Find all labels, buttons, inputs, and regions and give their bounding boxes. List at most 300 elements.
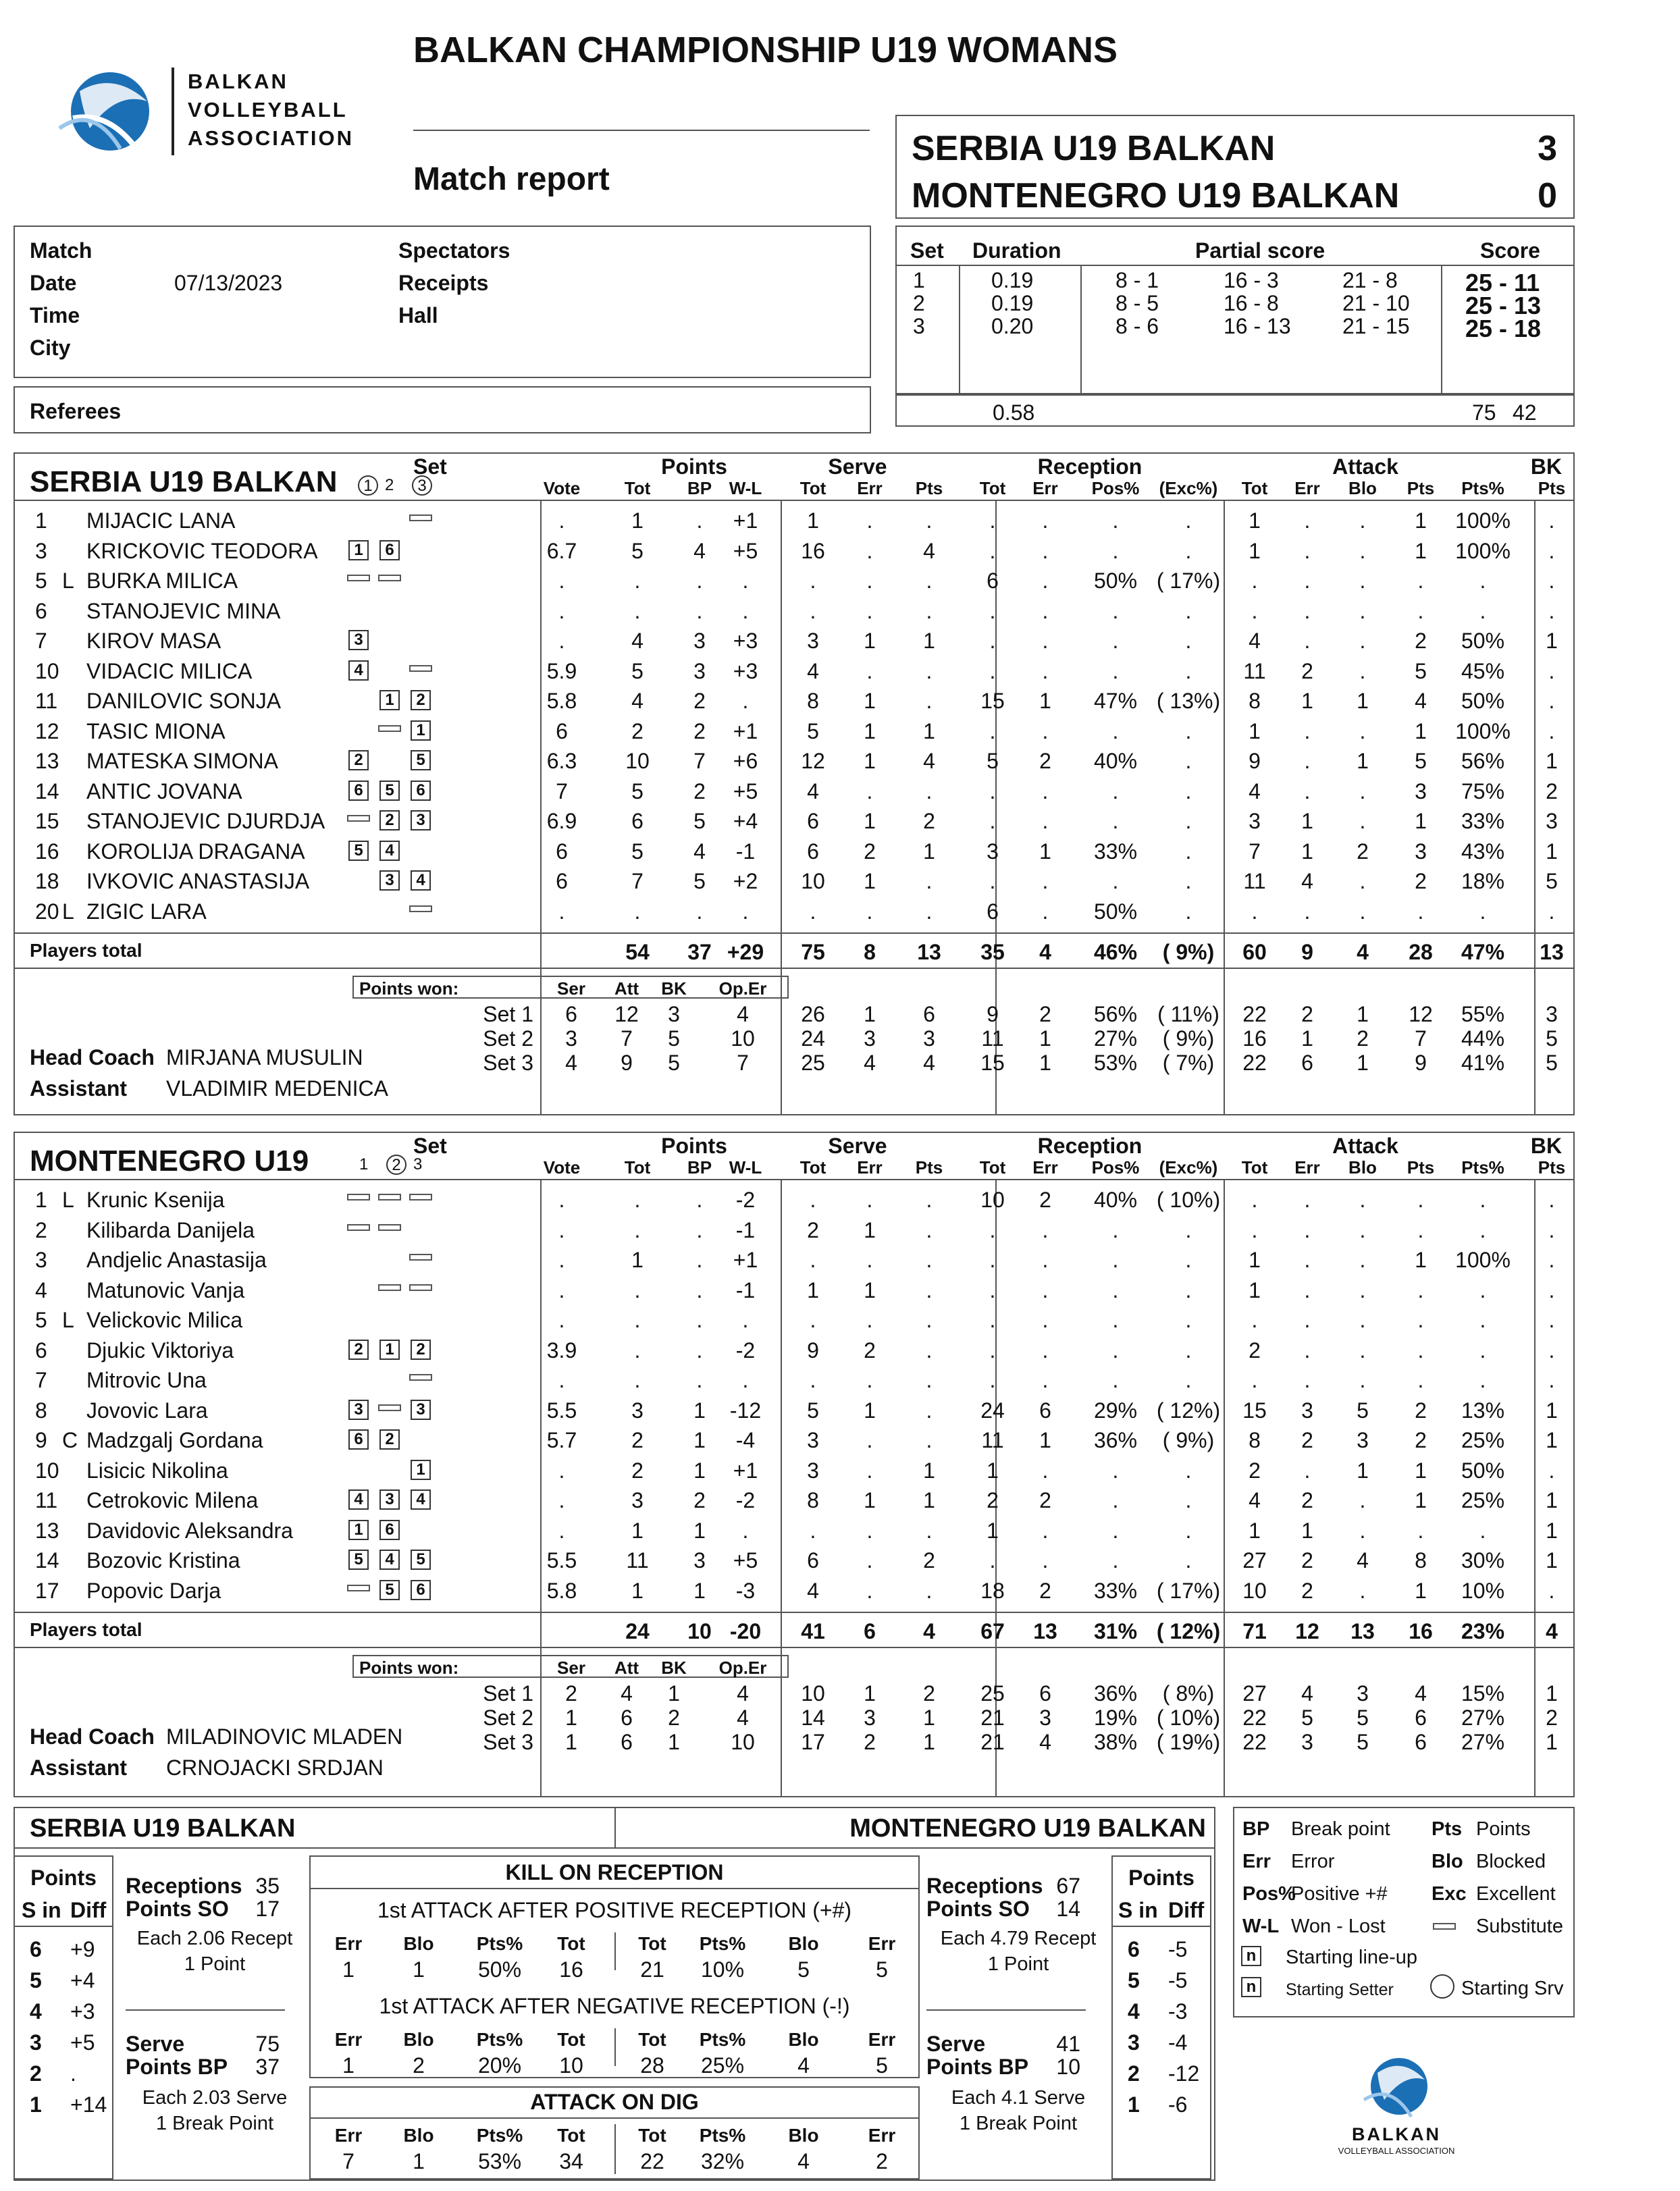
set-stat-cell: 56% [1093, 1002, 1138, 1026]
stat-cell: 3 [1415, 839, 1427, 864]
lineup-position: 2 [411, 1340, 431, 1360]
stat-cell: . [1185, 1488, 1192, 1512]
kill-column-header: Pts% [699, 2125, 746, 2146]
stat-cell: . [1112, 538, 1119, 563]
points-won-cell: 4 [737, 1706, 749, 1730]
set-stat-cell: 1 [864, 1681, 876, 1706]
stat-cell: . [810, 1518, 816, 1543]
set-stat-cell: 17 [801, 1730, 825, 1754]
set-stat-cell: ( 7%) [1162, 1051, 1215, 1075]
stat-cell: 1 [807, 508, 819, 533]
stat-cell: . [696, 1368, 703, 1392]
total-cell: 10 [687, 1619, 712, 1643]
stat-cell: . [926, 569, 933, 593]
stat-cell: . [1479, 1368, 1486, 1392]
stat-cell: . [926, 1518, 933, 1543]
total-cell: 75 [801, 940, 825, 964]
stat-cell: 3 [987, 839, 999, 864]
partial-score-8: 8 - 5 [1115, 291, 1159, 315]
total-cell: 13 [1540, 940, 1564, 964]
stat-cell: . [742, 598, 749, 623]
player-name: ZIGIC LARA [86, 899, 207, 924]
stat-cell: 2 [1249, 1458, 1261, 1483]
stat-cell: . [1112, 1277, 1119, 1302]
players-total-label: Players total [30, 940, 142, 961]
set-score: 25 - 13 [1465, 292, 1542, 319]
stat-cell: . [1112, 598, 1119, 623]
stat-cell: . [1304, 1217, 1311, 1242]
stat-cell: 1 [923, 1458, 935, 1483]
points-won-cell: 10 [731, 1730, 755, 1754]
player-number: 3 [35, 1248, 47, 1272]
total-cell: 12 [1295, 1619, 1319, 1643]
stat-cell: ( 17%) [1156, 569, 1221, 593]
substitute-icon [409, 1254, 432, 1261]
set-stat-cell: 4 [1415, 1681, 1427, 1706]
total-cell: 67 [980, 1619, 1005, 1643]
team-b-so-label: Points SO [926, 1897, 1030, 1921]
player-number: 16 [35, 839, 59, 864]
starting-serve-label: Starting Srv [1461, 1978, 1564, 1999]
stat-cell: . [1548, 899, 1555, 924]
stat-cell: . [1112, 1217, 1119, 1242]
player-name: KOROLIJA DRAGANA [86, 839, 305, 864]
player-number: 1 [35, 1188, 47, 1212]
kill-column-header: Blo [403, 1933, 434, 1954]
referees-label: Referees [30, 399, 122, 423]
stat-cell: . [1548, 1578, 1555, 1603]
stat-cell: 45% [1461, 658, 1505, 683]
stat-cell: 2 [864, 1338, 876, 1363]
set-stat-cell: 1 [923, 1706, 935, 1730]
stat-cell: 8 [807, 1488, 819, 1512]
substitute-icon [347, 1585, 370, 1591]
assistant-label: Assistant [30, 1756, 128, 1780]
stat-cell: . [866, 1578, 873, 1603]
stat-cell: . [558, 1518, 565, 1543]
stat-cell: . [1359, 778, 1366, 803]
stat-cell: 1 [1249, 1518, 1261, 1543]
rotation-diff: -5 [1168, 1937, 1188, 1961]
set-row-label: Set 1 [483, 1681, 533, 1706]
team-b-each-rec2: 1 Point [987, 1953, 1049, 1975]
stat-cell: 1 [1039, 689, 1051, 713]
stat-cell: . [1548, 1188, 1555, 1212]
stat-cell: . [1304, 718, 1311, 743]
player-number: 4 [35, 1277, 47, 1302]
stat-cell: 6 [987, 569, 999, 593]
stat-cell: 1 [631, 1578, 644, 1603]
stat-cell: 1 [987, 1458, 999, 1483]
set-row-label: Set 2 [483, 1026, 533, 1051]
stat-cell: 6 [1039, 1398, 1051, 1423]
stat-cell: 5.9 [546, 658, 577, 683]
total-cell: ( 9%) [1162, 940, 1215, 964]
set-stat-cell: ( 19%) [1156, 1730, 1221, 1754]
stat-cell: 6.9 [546, 809, 577, 833]
player-role: L [62, 1308, 74, 1332]
legend-value: Excellent [1476, 1883, 1556, 1905]
player-number: 11 [35, 689, 58, 713]
stat-cell: . [810, 1188, 816, 1212]
kill-column-header: Tot [557, 2125, 585, 2146]
stat-cell: 5 [1546, 869, 1558, 893]
total-cell: ( 12%) [1156, 1619, 1221, 1643]
rotation-number: 4 [1128, 1999, 1140, 2024]
stat-cell: . [1479, 899, 1486, 924]
set-stat-cell: 1 [1357, 1051, 1369, 1075]
lineup-position: 2 [379, 1429, 400, 1450]
stat-cell: 6 [807, 809, 819, 833]
stat-cell: 1 [1301, 689, 1313, 713]
set-row-label: Set 3 [483, 1730, 533, 1754]
stat-cell: 16 [801, 538, 825, 563]
stat-cell: . [866, 1458, 873, 1483]
stat-cell: . [696, 899, 703, 924]
points-won-label: Points won: [359, 1658, 459, 1678]
stat-cell: . [989, 629, 996, 653]
set-stat-cell: 7 [1415, 1026, 1427, 1051]
time-label: Time [30, 303, 80, 327]
set-stat-cell: 1 [1546, 1730, 1558, 1754]
total-cell: 4 [1546, 1619, 1558, 1643]
lineup-position: 2 [379, 810, 400, 830]
set-stat-cell: 6 [1039, 1681, 1051, 1706]
kill-value: 10 [559, 2053, 583, 2078]
points-won-column: Att [614, 978, 639, 999]
stat-cell: . [1042, 1368, 1049, 1392]
stat-cell: 6 [807, 839, 819, 864]
stat-cell: 1 [1546, 1488, 1558, 1512]
stat-cell: +2 [733, 869, 758, 893]
stat-cell: . [926, 1277, 933, 1302]
stat-cell: . [989, 1338, 996, 1363]
rotation-number: 1 [30, 2092, 42, 2117]
lineup-position: 1 [348, 540, 369, 560]
stat-cell: 1 [693, 1458, 706, 1483]
rotation-number: 6 [1128, 1937, 1140, 1961]
stat-cell: . [989, 538, 996, 563]
stat-cell: 50% [1093, 899, 1138, 924]
stat-cell: . [1548, 1248, 1555, 1272]
stat-cell: . [1112, 778, 1119, 803]
stat-cell: 2 [1415, 1398, 1427, 1423]
legend-key: Err [1242, 1851, 1271, 1872]
stat-cell: . [696, 1277, 703, 1302]
stat-cell: . [1359, 1308, 1366, 1332]
stat-cell: . [1185, 629, 1192, 653]
stat-cell: . [1548, 718, 1555, 743]
rotation-number: 3 [1128, 2030, 1140, 2055]
set-stat-cell: 22 [1242, 1002, 1267, 1026]
stat-cell: 4 [807, 1578, 819, 1603]
kill-title: KILL ON RECEPTION [505, 1860, 724, 1884]
kill-value: 5 [876, 1957, 888, 1982]
stat-cell: +5 [733, 778, 758, 803]
stat-cell: 5 [631, 538, 644, 563]
column-header: (Exc%) [1159, 1157, 1218, 1178]
stat-cell: . [1359, 1368, 1366, 1392]
partial-score-21: 21 - 8 [1342, 268, 1398, 292]
stat-cell: 33% [1093, 839, 1138, 864]
stat-cell: . [1251, 1308, 1258, 1332]
stat-cell: 6 [807, 1548, 819, 1573]
substitute-icon [1433, 1923, 1456, 1930]
stat-cell: 1 [864, 689, 876, 713]
player-number: 7 [35, 629, 47, 653]
stat-cell: 1 [1039, 1428, 1051, 1452]
column-header: Tot [624, 478, 651, 498]
stat-cell: . [634, 1338, 641, 1363]
set-stat-cell: 24 [801, 1026, 825, 1051]
stat-cell: 2 [807, 1217, 819, 1242]
stat-cell: . [558, 1368, 565, 1392]
stat-cell: . [558, 1277, 565, 1302]
stat-cell: 5 [631, 839, 644, 864]
stat-cell: . [1112, 1518, 1119, 1543]
stat-cell: . [1042, 508, 1049, 533]
stat-cell: 2 [1415, 1428, 1427, 1452]
team-a-each-rec2: 1 Point [184, 1953, 246, 1975]
stat-cell: 100% [1455, 718, 1511, 743]
stat-cell: 13% [1461, 1398, 1505, 1423]
column-header: Pts [915, 478, 943, 498]
set-stat-cell: 1 [1039, 1051, 1051, 1075]
player-name: Jovovic Lara [86, 1398, 208, 1423]
kill-value: 1 [342, 1957, 355, 1982]
partial-col-header: Partial score [1195, 238, 1325, 263]
substitute-icon [378, 575, 401, 581]
stat-cell: . [1304, 1277, 1311, 1302]
points-won-column: Op.Er [718, 1658, 767, 1678]
stat-cell: 1 [1415, 1488, 1427, 1512]
stat-cell: 5 [807, 718, 819, 743]
lineup-position: 4 [411, 1489, 431, 1510]
stat-cell: . [1185, 508, 1192, 533]
stat-cell: . [1042, 1277, 1049, 1302]
team-b-diff-label: Diff [1168, 1898, 1205, 1922]
stat-cell: 3 [631, 1488, 644, 1512]
stat-cell: . [1304, 899, 1311, 924]
team-b-sets: 0 [1538, 176, 1557, 215]
stat-cell: 4 [923, 538, 935, 563]
player-name: MIJACIC LANA [86, 508, 236, 533]
stat-cell: . [1479, 1188, 1486, 1212]
points-won-cell: 1 [565, 1706, 577, 1730]
stat-cell: 5.7 [546, 1428, 577, 1452]
column-header: Pts [1538, 478, 1566, 498]
kill-column-header: Err [334, 2029, 363, 2050]
total-cell: 35 [980, 940, 1005, 964]
stat-cell: . [1417, 1277, 1424, 1302]
stat-cell: . [989, 1308, 996, 1332]
stat-cell: . [1417, 1308, 1424, 1332]
stat-cell: . [1185, 1368, 1192, 1392]
stat-cell: 1 [923, 718, 935, 743]
legend-key: Blo [1432, 1851, 1463, 1872]
set-stat-cell: 9 [987, 1002, 999, 1026]
stat-cell: ( 10%) [1156, 1188, 1221, 1212]
stat-cell: . [1304, 1308, 1311, 1332]
stat-cell: -1 [735, 1277, 756, 1302]
stat-cell: . [1042, 569, 1049, 593]
stat-cell: . [634, 1188, 641, 1212]
team-a-points-title: Points [30, 1866, 97, 1890]
stat-cell: 2 [1249, 1338, 1261, 1363]
set-stat-cell: 2 [1546, 1706, 1558, 1730]
stat-cell: +5 [733, 538, 758, 563]
player-name: VIDACIC MILICA [86, 658, 253, 683]
substitute-icon [347, 575, 370, 581]
rotation-diff: +5 [70, 2030, 95, 2055]
substitute-icon [378, 725, 401, 732]
total-cell: 9 [1301, 940, 1313, 964]
kill-value: 1 [413, 1957, 425, 1982]
total-cell: 71 [1242, 1619, 1267, 1643]
stat-cell: 15 [1242, 1398, 1267, 1423]
stat-cell: . [634, 569, 641, 593]
set-header: Set [413, 454, 447, 479]
set-stat-cell: 15 [980, 1051, 1005, 1075]
lineup-position: 1 [379, 690, 400, 710]
team-a-each-serve2: 1 Break Point [155, 2113, 274, 2134]
stat-cell: . [696, 1308, 703, 1332]
stat-cell: . [1359, 1578, 1366, 1603]
stat-cell: 50% [1461, 629, 1505, 653]
points-won-cell: 2 [565, 1681, 577, 1706]
kill-value: 34 [559, 2149, 583, 2173]
stat-cell: 8 [807, 689, 819, 713]
footer-logo [1357, 2053, 1438, 2120]
stat-cell: 1 [1039, 839, 1051, 864]
kill-column-header: Blo [788, 1933, 819, 1954]
attack-group-header: Attack [1332, 1134, 1398, 1158]
stat-cell: . [1112, 809, 1119, 833]
lineup-position: 3 [379, 870, 400, 891]
summary-team-b: MONTENEGRO U19 BALKAN [849, 1814, 1206, 1843]
set-stat-cell: 4 [1301, 1681, 1313, 1706]
stat-cell: 5 [807, 1398, 819, 1423]
kill-value: 20% [477, 2053, 522, 2078]
stat-cell: 29% [1093, 1398, 1138, 1423]
stat-cell: 5.8 [546, 1578, 577, 1603]
stat-cell: . [558, 629, 565, 653]
stat-cell: . [1185, 1338, 1192, 1363]
stat-cell: . [1359, 1338, 1366, 1363]
lineup-position: 1 [411, 720, 431, 741]
stat-cell: 1 [1357, 1458, 1369, 1483]
association-logo [53, 64, 167, 152]
set-stat-cell: 2 [1301, 1002, 1313, 1026]
set-stat-cell: 1 [1039, 1026, 1051, 1051]
legend-key: W-L [1242, 1916, 1280, 1937]
stat-cell: . [1417, 1518, 1424, 1543]
column-header: Tot [979, 1157, 1006, 1178]
lineup-position: 2 [348, 1340, 369, 1360]
stat-cell: +5 [733, 1548, 758, 1573]
column-header: Vote [543, 478, 581, 498]
stat-cell: . [866, 658, 873, 683]
stat-cell: . [1359, 869, 1366, 893]
stat-cell: . [989, 1248, 996, 1272]
team-a-each-rec: Each 2.06 Recept [136, 1928, 293, 1949]
total-cell: 54 [625, 940, 650, 964]
substitute-icon [409, 1194, 432, 1200]
stat-cell: . [1042, 598, 1049, 623]
set-stat-cell: 15% [1461, 1681, 1505, 1706]
rotation-diff: . [70, 2061, 76, 2086]
points-won-cell: 4 [565, 1051, 577, 1075]
points-won-cell: 12 [614, 1002, 639, 1026]
column-header: Pts% [1461, 478, 1504, 498]
points-won-cell: 5 [668, 1026, 680, 1051]
stat-cell: 18% [1461, 869, 1505, 893]
stat-cell: 2 [1301, 1428, 1313, 1452]
stat-cell: . [1042, 658, 1049, 683]
stat-cell: 9 [1249, 749, 1261, 773]
column-header: Err [1294, 478, 1320, 498]
column-header: Tot [799, 478, 826, 498]
stat-cell: 1 [1249, 508, 1261, 533]
set-stat-cell: 3 [864, 1706, 876, 1730]
rotation-diff: -4 [1168, 2030, 1188, 2055]
stat-cell: 1 [864, 1277, 876, 1302]
stat-cell: 1 [1546, 749, 1558, 773]
team-name: MONTENEGRO U19 [30, 1144, 309, 1178]
logo-text-3: ASSOCIATION [188, 126, 354, 150]
stat-cell: 4 [1415, 689, 1427, 713]
stat-cell: 3 [807, 629, 819, 653]
points-won-cell: 1 [565, 1730, 577, 1754]
stat-cell: . [926, 689, 933, 713]
column-header: Blo [1348, 1157, 1377, 1178]
set-stat-cell: ( 10%) [1156, 1706, 1221, 1730]
kill-value: 1 [413, 2149, 425, 2173]
points-won-cell: 7 [737, 1051, 749, 1075]
stat-cell: . [1548, 658, 1555, 683]
set-stat-cell: 27% [1461, 1706, 1505, 1730]
set-score: 25 - 18 [1465, 315, 1542, 342]
stat-cell: 50% [1461, 1458, 1505, 1483]
lineup-position: 3 [348, 1400, 369, 1420]
lineup-position: 5 [411, 1550, 431, 1570]
kill-column-header: Tot [638, 1933, 666, 1954]
kill-value: 53% [477, 2149, 522, 2173]
date-label: Date [30, 271, 77, 295]
stat-cell: 2 [631, 718, 644, 743]
stat-cell: . [1042, 899, 1049, 924]
stat-cell: 4 [631, 629, 644, 653]
stat-cell: 2 [1301, 1548, 1313, 1573]
total-cell: 24 [625, 1619, 650, 1643]
team-a-name: SERBIA U19 BALKAN [912, 129, 1276, 168]
set-stat-cell: 1 [1357, 1002, 1369, 1026]
stat-cell: . [1304, 569, 1311, 593]
column-header: (Exc%) [1159, 478, 1218, 498]
stat-cell: . [1359, 718, 1366, 743]
stat-cell: 100% [1455, 538, 1511, 563]
stat-cell: . [634, 899, 641, 924]
column-header: Err [1032, 478, 1058, 498]
stat-cell: . [1304, 629, 1311, 653]
summary-team-a: SERBIA U19 BALKAN [30, 1814, 296, 1843]
legend-value: Positive +# [1291, 1883, 1388, 1905]
stat-cell: 3 [1546, 809, 1558, 833]
legend-value: Substitute [1476, 1916, 1563, 1937]
stat-cell: 2 [1301, 1578, 1313, 1603]
stat-cell: . [1185, 1518, 1192, 1543]
stat-cell: . [1042, 809, 1049, 833]
